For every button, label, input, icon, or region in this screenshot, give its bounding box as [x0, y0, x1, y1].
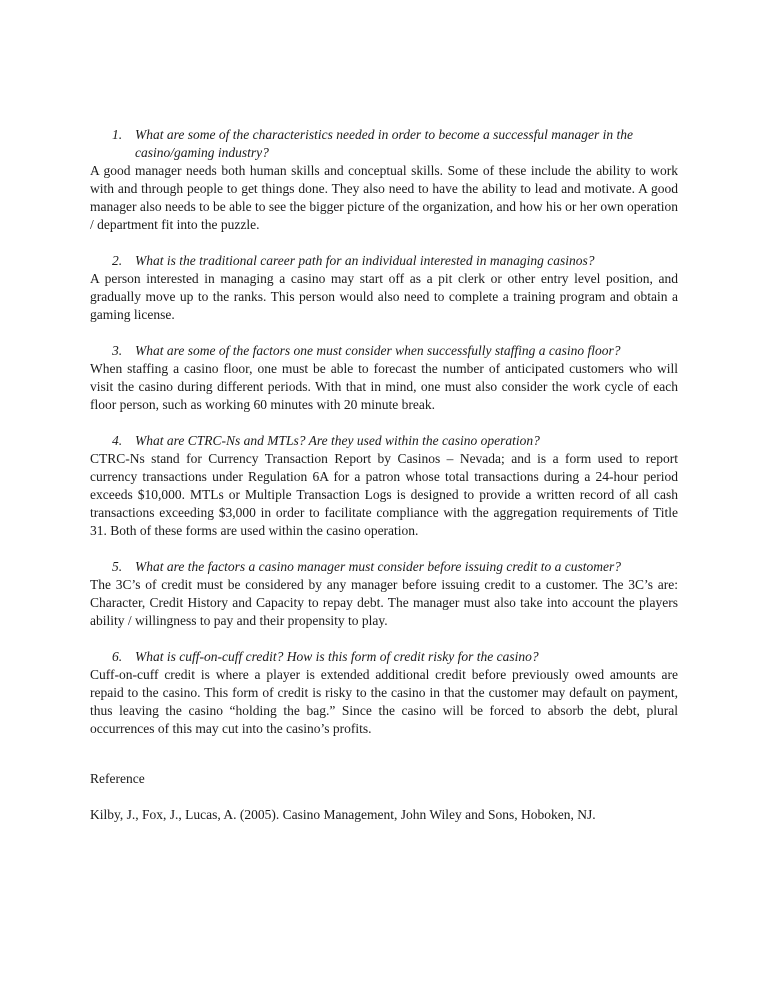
question-number: 6. — [112, 649, 123, 664]
question-3 — [90, 342, 678, 360]
question-4 — [90, 432, 678, 450]
question-text: What are CTRC-Ns and MTLs? Are they used within the casino operation? — [135, 433, 540, 448]
question-text: What is cuff-on-cuff credit? How is this form of credit risky for the casino? — [135, 649, 539, 664]
qa-item-5 — [90, 558, 678, 630]
question-number: 2. — [112, 253, 123, 268]
question-number: 3. — [112, 343, 123, 358]
qa-item-6 — [90, 648, 678, 738]
question-2 — [90, 252, 678, 270]
qa-item-4 — [90, 432, 678, 540]
question-number: 4. — [112, 433, 123, 448]
qa-item-3 — [90, 342, 678, 414]
question-1 — [90, 126, 678, 162]
document-page — [90, 126, 678, 824]
question-6 — [90, 648, 678, 666]
answer-4: CTRC-Ns stand for Currency Transaction Report by Casinos – Nevada; and is a form used to report currency transactions under Regulation 6A for a patron whose total transactions during a 24-hour period exceeds $10,000. MTLs or Multiple Transaction Logs is designed to provide a written record of all cash transactions exceeding $3,000 in order to facilitate compliance with the aggregation requirements of Title 31. Both of these forms are used within the casino operation. — [90, 451, 678, 538]
reference-heading: Reference — [90, 771, 145, 786]
question-number: 5. — [112, 559, 123, 574]
question-text: What are the factors a casino manager must consider before issuing credit to a customer? — [135, 559, 621, 574]
qa-item-2 — [90, 252, 678, 324]
answer-3: When staffing a casino floor, one must be able to forecast the number of anticipated customers who will visit the casino during different periods. With that in mind, one must also consider the work cycle of each floor person, such as working 60 minutes with 20 minute break. — [90, 361, 678, 412]
reference-entry: Kilby, J., Fox, J., Lucas, A. (2005). Casino Management, John Wiley and Sons, Hoboken, NJ. — [90, 807, 596, 822]
answer-6: Cuff-on-cuff credit is where a player is extended additional credit before previously owed amounts are repaid to the casino. This form of credit is risky to the casino in that the customer may default on payment, thus leaving the casino “holding the bag.” Since the casino will be forced to absorb the debt, plural occurrences of this may cut into the casino’s profits. — [90, 667, 678, 736]
question-text: What is the traditional career path for an individual interested in managing casinos? — [135, 253, 595, 268]
qa-item-1 — [90, 126, 678, 234]
question-text: What are some of the characteristics needed in order to become a successful manager in the casino/gaming industry? — [135, 127, 634, 160]
answer-5: The 3C’s of credit must be considered by any manager before issuing credit to a customer. The 3C’s are: Character, Credit History and Capacity to repay debt. The manager must also take into account the players ability / willingness to pay and their propensity to play. — [90, 577, 678, 628]
answer-2: A person interested in managing a casino may start off as a pit clerk or other entry level position, and gradually move up to the ranks. This person would also need to complete a training program and obtain a gaming license. — [90, 271, 678, 322]
question-number: 1. — [112, 127, 123, 142]
question-text: What are some of the factors one must consider when successfully staffing a casino floor? — [135, 343, 621, 358]
answer-1: A good manager needs both human skills and conceptual skills. Some of these include the ability to work with and through people to get things done. They also need to have the ability to lead and motivate. A good manager also needs to be able to see the bigger picture of the organization, and how his or her own operation / department fit into the puzzle. — [90, 163, 678, 232]
question-5 — [90, 558, 678, 576]
